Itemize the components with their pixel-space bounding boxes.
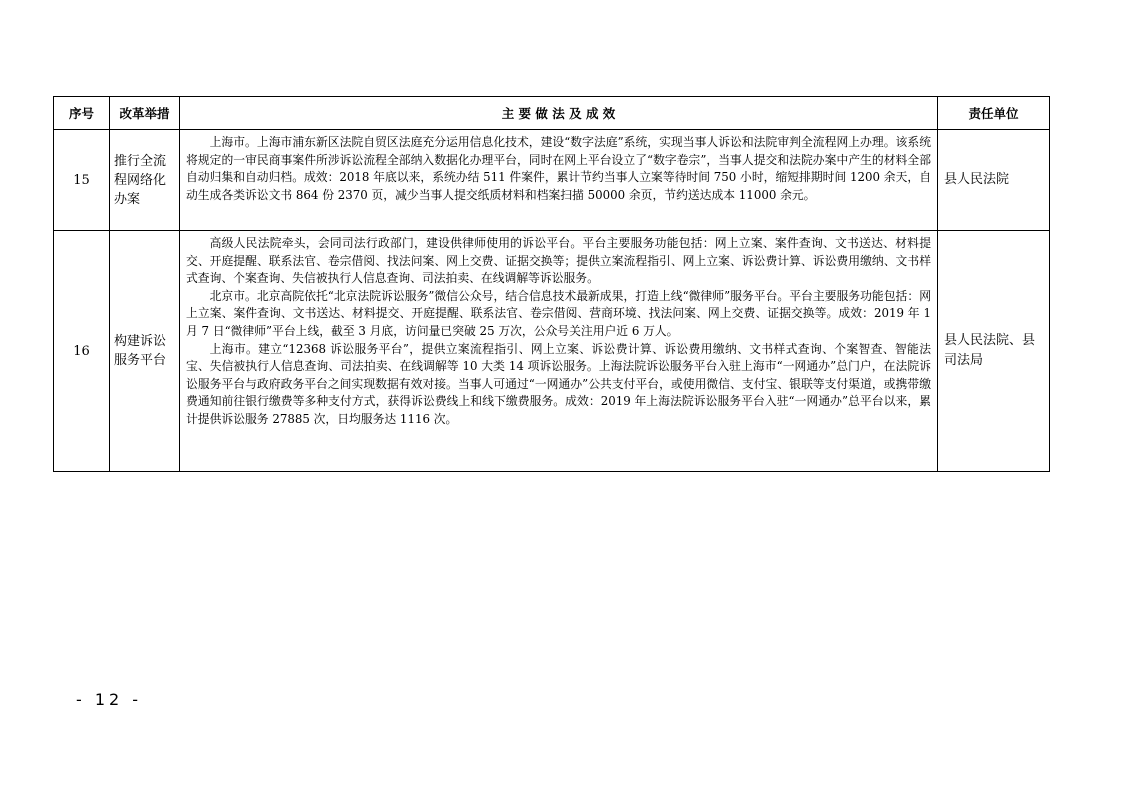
header-serial-number: 序号 [54,97,110,130]
page-number: - 12 - [76,690,143,709]
row-reform-measure: 推行全流程网络化办案 [110,130,180,231]
row-serial-number: 16 [54,231,110,472]
row-reform-measure: 构建诉讼服务平台 [110,231,180,472]
header-row [54,97,1050,130]
header-main-practices: 主 要 做 法 及 成 效 [180,97,938,130]
practice-paragraph: 北京市。北京高院依托“北京法院诉讼服务”微信公众号，结合信息技术最新成果，打造上线“微律师”服务平台。平台主要服务功能包括：网上立案、案件查询、文书送达、材料提交、开庭提醒、联系法官、卷宗借阅、营商环境、找法问案、网上交费、证据交换等。成效：2019 年 1 月 7 日“微律师”平台上线，截至 3 月底，访问量已突破 25 万次，公众号关注用户近 6 万人。 [186,288,931,338]
table-header [54,97,1050,130]
table-row [54,231,1050,472]
table-body [54,130,1050,472]
row-serial-number: 15 [54,130,110,231]
row-responsible-unit: 县人民法院 [938,130,1050,231]
row-practices-cell [180,231,938,472]
header-responsible-unit: 责任单位 [938,97,1050,130]
practice-paragraph: 上海市。建立“12368 诉讼服务平台”，提供立案流程指引、网上立案、诉讼费计算、诉讼费用缴纳、文书样式查询、个案智查、智能法宝、失信被执行人信息查询、司法拍卖、在线调解等 10 大类 14 项诉讼服务。上海法院诉讼服务平台入驻上海市“一网通办”总门户，在法院诉讼服务平台与政府政务平台之间实现数据有效对接。当事人可通过“一网通办”公共支付平台，或使用微信、支付宝、银联等支付渠道，或携带缴费通知前往银行缴费等多种支付方式，获得诉讼费线上和线下缴费服务。成效：2019 年上海法院诉讼服务平台入驻“一网通办”总平台以来，累计提供诉讼服务 27885 次，日均服务达 1116 次。 [186,341,931,426]
reform-measures-table [53,96,1050,472]
row-responsible-unit: 县人民法院、县司法局 [938,231,1050,472]
practice-paragraph: 上海市。上海市浦东新区法院自贸区法庭充分运用信息化技术，建设“数字法庭”系统，实现当事人诉讼和法院审判全流程网上办理。该系统将规定的一审民商事案件所涉诉讼流程全部纳入数据化办理平台，同时在网上平台设立了“数字卷宗”，当事人提交和法院办案中产生的材料全部自动归集和自动归档。成效：2018 年底以来，系统办结 511 件案件，累计节约当事人立案等待时间 750 小时，缩短排期时间 1200 余天，自动生成各类诉讼文书 864 份 2370 页，减少当事人提交纸质材料和档案扫描 50000 余页，节约送达成本 11000 余元。 [186,135,931,202]
header-reform-measure: 改革举措 [110,97,180,130]
table-row [54,130,1050,231]
row-practices-cell [180,130,938,231]
practice-paragraph: 高级人民法院牵头，会同司法行政部门，建设供律师使用的诉讼平台。平台主要服务功能包括：网上立案、案件查询、文书送达、材料提交、开庭提醒、联系法官、卷宗借阅、找法问案、网上交费、证据交换等；提供立案流程指引、网上立案、诉讼费计算、诉讼费用缴纳、文书样式查询、个案查询、失信被执行人信息查询、司法拍卖、在线调解等诉讼服务。 [186,236,931,286]
